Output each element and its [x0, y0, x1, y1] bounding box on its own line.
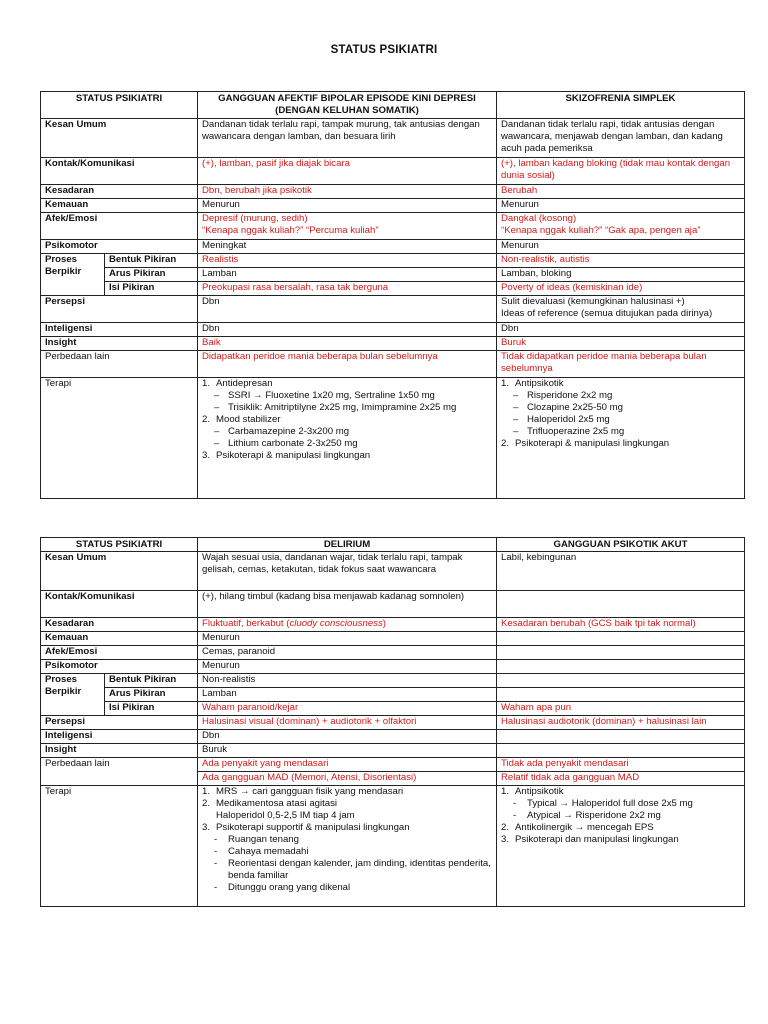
- list-item: [202, 786, 492, 798]
- cell: [497, 674, 745, 688]
- header-bipolar: GANGGUAN AFEKTIF BIPOLAR EPISODE KINI DEPRESI (DENGAN KELUHAN SOMATIK): [198, 92, 497, 119]
- cell: Baik: [198, 337, 497, 351]
- row-label: [41, 646, 198, 660]
- list-marker: 2.: [202, 414, 211, 425]
- list-item: [501, 786, 740, 798]
- list-marker: –: [513, 414, 519, 425]
- cell: [497, 591, 745, 618]
- label-proses: Proses Berpikir: [45, 254, 82, 277]
- list-marker: -: [214, 834, 218, 845]
- cell: Dandanan tidak terlalu rapi, tidak antusias dengan wawancara, menjawab dengan lamban, dan kadang acuh pada pemeriksa: [497, 119, 745, 158]
- label-kesan: Kesan Umum: [45, 552, 107, 563]
- list-marker: –: [513, 402, 519, 413]
- list-marker: -: [513, 798, 517, 809]
- list-item: [501, 378, 740, 390]
- table-row: [41, 323, 745, 337]
- cell-text: ): [382, 618, 386, 629]
- list-text: Cahaya memadahi: [228, 846, 309, 857]
- list-marker: 1.: [501, 786, 510, 797]
- list-marker: 1.: [202, 786, 211, 797]
- cell: Tidak ada penyakit mendasari: [497, 758, 745, 772]
- label-kontak: Kontak/Komunikasi: [45, 591, 135, 602]
- row-label: [41, 199, 198, 213]
- list-marker: 3.: [202, 450, 211, 461]
- sub-label-arus: Arus Pikiran: [105, 688, 198, 702]
- list-text: Clozapine 2x25-50 mg: [527, 402, 623, 413]
- cell: Menurun: [198, 199, 497, 213]
- list-item: [501, 390, 740, 402]
- list-text: Psikoterapi & manipulasi lingkungan: [216, 450, 371, 461]
- status-table-1: [40, 91, 745, 499]
- cell: Dbn: [198, 730, 497, 744]
- list-text: Atypical → Risperidone 2x2 mg: [527, 810, 661, 821]
- table-row: [41, 282, 745, 296]
- table-header-row: [41, 538, 745, 552]
- list-text: Haloperidol 0,5-2,5 IM tiap 4 jam: [216, 810, 355, 821]
- list-marker: 2.: [202, 798, 211, 809]
- label-kontak: Kontak/Komunikasi: [45, 158, 135, 169]
- cell: Dbn: [198, 323, 497, 337]
- list-marker: 1.: [501, 378, 510, 389]
- cell: Ada penyakit yang mendasari: [198, 758, 497, 772]
- list-text: Haloperidol 2x5 mg: [527, 414, 610, 425]
- cell: (+), hilang timbul (kadang bisa menjawab kadanag somnolen): [198, 591, 497, 618]
- cell: Wajah sesuai usia, dandanan wajar, tidak terlalu rapi, tampak gelisah, cemas, ketakutan, tidak fokus saat wawancara: [198, 552, 497, 591]
- label-kesadaran: Kesadaran: [45, 185, 95, 196]
- row-label: [41, 323, 198, 337]
- list-marker: 3.: [501, 834, 510, 845]
- cell-line: Sulit dievaluasi (kemungkinan halusinasi +): [501, 296, 685, 307]
- cell: Waham apa pun: [497, 702, 745, 716]
- row-label: [41, 632, 198, 646]
- cell: Halusinasi audiotorik (dominan) + halusinasi lain: [497, 716, 745, 730]
- list-item: [202, 402, 492, 414]
- list-text: Trifluoperazine 2x5 mg: [527, 426, 625, 437]
- list-marker: 3.: [202, 822, 211, 833]
- label-persepsi: Persepsi: [45, 296, 86, 307]
- table-row: [41, 758, 745, 772]
- list-marker: –: [214, 402, 220, 413]
- label-afek: Afek/Emosi: [45, 646, 98, 657]
- table-row: [41, 351, 745, 378]
- list-item: [202, 426, 492, 438]
- list-item: [501, 402, 740, 414]
- list-marker: –: [513, 426, 519, 437]
- label-psikomotor: Psikomotor: [45, 660, 98, 671]
- label-insight: Insight: [45, 337, 77, 348]
- cell: Labil, kebingunan: [497, 552, 745, 591]
- list-item: [202, 414, 492, 426]
- sub-label-bentuk: Bentuk Pikiran: [105, 674, 198, 688]
- table-row: [41, 213, 745, 240]
- list-text: Carbamazepine 2-3x200 mg: [228, 426, 350, 437]
- list-text: Trisiklik: Amitriptilyne 2x25 mg, Imimpramine 2x25 mg: [228, 402, 457, 413]
- cell-terapi: [497, 378, 745, 499]
- cell-line: “Kenapa nggak kuliah?” “Percuma kuliah”: [202, 225, 379, 236]
- table-row: [41, 618, 745, 632]
- list-marker: 1.: [202, 378, 211, 389]
- list-text: Ditunggu orang yang dikenal: [228, 882, 351, 893]
- terapi-list: [501, 378, 740, 450]
- cell: Lamban, bloking: [497, 268, 745, 282]
- list-text: Reorientasi dengan kalender, jam dinding, identitas penderita, benda familiar: [228, 858, 491, 881]
- header-status: STATUS PSIKIATRI: [41, 538, 198, 552]
- table-row: [41, 730, 745, 744]
- list-marker: -: [214, 858, 218, 869]
- list-marker: -: [214, 846, 218, 857]
- list-text: Medikamentosa atasi agitasi: [216, 798, 338, 809]
- table-row: [41, 660, 745, 674]
- cell: [497, 296, 745, 323]
- row-label: Perbedaan lain: [41, 351, 198, 378]
- list-text: Risperidone 2x2 mg: [527, 390, 613, 401]
- cell: [497, 646, 745, 660]
- list-item: [202, 390, 492, 402]
- list-item: [202, 822, 492, 834]
- list-item: [202, 858, 492, 882]
- cell-terapi: [198, 786, 497, 907]
- table-row: [41, 199, 745, 213]
- list-item: [501, 834, 740, 846]
- list-text: Antikolinergik → mencegah EPS: [515, 822, 654, 833]
- cell-terapi: [198, 378, 497, 499]
- table-row: [41, 702, 745, 716]
- row-label: [41, 240, 198, 254]
- sub-label-isi: Isi Pikiran: [105, 702, 198, 716]
- list-item: [202, 378, 492, 390]
- cell: Dbn: [198, 296, 497, 323]
- cell: Menurun: [198, 632, 497, 646]
- list-marker: –: [214, 426, 220, 437]
- row-label: [41, 660, 198, 674]
- table-row: [41, 240, 745, 254]
- list-text: Typical → Haloperidol full dose 2x5 mg: [527, 798, 693, 809]
- table-row: [41, 552, 745, 591]
- row-label: [41, 591, 198, 618]
- row-label: [41, 337, 198, 351]
- cell: Halusinasi visual (dominan) + audiotorik + olfaktori: [198, 716, 497, 730]
- table-row: [41, 591, 745, 618]
- list-marker: 2.: [501, 822, 510, 833]
- cell: Dbn, berubah jika psikotik: [198, 185, 497, 199]
- table-row: [41, 688, 745, 702]
- cell: Realistis: [198, 254, 497, 268]
- cell: Non-realistis: [198, 674, 497, 688]
- row-label: [41, 730, 198, 744]
- list-item: [501, 414, 740, 426]
- table-row: [41, 744, 745, 758]
- table-row: [41, 674, 745, 688]
- sub-label-isi: Isi Pikiran: [105, 282, 198, 296]
- label-persepsi: Persepsi: [45, 716, 86, 727]
- table-row: [41, 337, 745, 351]
- cell: [497, 660, 745, 674]
- list-text: Psikoterapi dan manipulasi lingkungan: [515, 834, 679, 845]
- list-item: [501, 426, 740, 438]
- row-label: [41, 254, 105, 296]
- list-marker: –: [214, 438, 220, 449]
- list-text: Ruangan tenang: [228, 834, 299, 845]
- list-item: [501, 810, 740, 822]
- cell: Relatif tidak ada gangguan MAD: [497, 772, 745, 786]
- table-row: [41, 378, 745, 499]
- label-inteligensi: Inteligensi: [45, 323, 93, 334]
- list-text: Psikoterapi & manipulasi lingkungan: [515, 438, 670, 449]
- cell-terapi: [497, 786, 745, 907]
- cell-line: Depresif (murung, sedih): [202, 213, 308, 224]
- cell-line: Dangkal (kosong): [501, 213, 577, 224]
- label-psikomotor: Psikomotor: [45, 240, 98, 251]
- table-row: [41, 786, 745, 907]
- cell: [497, 688, 745, 702]
- cell: [497, 632, 745, 646]
- label-kemauan: Kemauan: [45, 632, 89, 643]
- cell-text-italic: cluody consciousness: [289, 618, 383, 629]
- list-item: [501, 822, 740, 834]
- list-marker: –: [513, 390, 519, 401]
- cell: Ada gangguan MAD (Memori, Atensi, Disorientasi): [198, 772, 497, 786]
- cell-text: Fluktuatif, berkabut (: [202, 618, 290, 629]
- row-label: Perbedaan lain: [41, 758, 198, 786]
- cell: Dandanan tidak terlalu rapi, tampak murung, tak antusias dengan wawancara dengan lamban, dan besuara lirih: [198, 119, 497, 158]
- cell: [198, 213, 497, 240]
- status-table-2: [40, 537, 745, 907]
- list-text: Psikoterapi supportif & manipulasi lingkungan: [216, 822, 410, 833]
- list-marker: 2.: [501, 438, 510, 449]
- cell: Dbn: [497, 323, 745, 337]
- list-text: Antidepresan: [216, 378, 273, 389]
- sub-label-arus: Arus Pikiran: [105, 268, 198, 282]
- terapi-list: [202, 378, 492, 462]
- table-row: [41, 716, 745, 730]
- cell: [497, 730, 745, 744]
- row-label: [41, 716, 198, 730]
- header-delirium: DELIRIUM: [198, 538, 497, 552]
- list-text: Lithium carbonate 2-3x250 mg: [228, 438, 358, 449]
- cell: Buruk: [198, 744, 497, 758]
- cell-line: Ideas of reference (semua ditujukan pada dirinya): [501, 308, 713, 319]
- list-item: [202, 882, 492, 894]
- row-label: [41, 674, 105, 716]
- header-skizofrenia: SKIZOFRENIA SIMPLEK: [497, 92, 745, 119]
- list-text: Antipsikotik: [515, 378, 564, 389]
- row-label: [41, 296, 198, 323]
- cell: Didapatkan peridoe mania beberapa bulan sebelumnya: [198, 351, 497, 378]
- cell: Waham paranoid/kejar: [198, 702, 497, 716]
- list-marker: -: [513, 810, 517, 821]
- list-item: [202, 810, 492, 822]
- cell: Cemas, paranoid: [198, 646, 497, 660]
- sub-label-bentuk: Bentuk Pikiran: [105, 254, 198, 268]
- list-text: Mood stabilizer: [216, 414, 281, 425]
- label-insight: Insight: [45, 744, 77, 755]
- terapi-list: [501, 786, 740, 846]
- cell: (+), lamban kadang bloking (tidak mau kontak dengan dunia sosial): [497, 158, 745, 185]
- cell: Poverty of ideas (kemiskinan ide): [497, 282, 745, 296]
- cell: Meningkat: [198, 240, 497, 254]
- row-label: [41, 213, 198, 240]
- cell: [497, 213, 745, 240]
- row-label: [41, 185, 198, 199]
- cell: Preokupasi rasa bersalah, rasa tak berguna: [198, 282, 497, 296]
- cell: [198, 618, 497, 632]
- list-marker: –: [214, 390, 220, 401]
- label-kemauan: Kemauan: [45, 199, 89, 210]
- list-text: Antipsikotik: [515, 786, 564, 797]
- row-label: Terapi: [41, 786, 198, 907]
- row-label: [41, 618, 198, 632]
- cell: Menurun: [497, 199, 745, 213]
- table-row: [41, 119, 745, 158]
- label-inteligensi: Inteligensi: [45, 730, 93, 741]
- table-row: [41, 632, 745, 646]
- cell: Menurun: [198, 660, 497, 674]
- list-item: [202, 438, 492, 450]
- label-kesan: Kesan Umum: [45, 119, 107, 130]
- cell: Tidak didapatkan peridoe mania beberapa bulan sebelumnya: [497, 351, 745, 378]
- table-row: [41, 296, 745, 323]
- row-label: [41, 552, 198, 591]
- list-item: [501, 798, 740, 810]
- label-proses: Proses Berpikir: [45, 674, 82, 697]
- cell: Menurun: [497, 240, 745, 254]
- header-status: STATUS PSIKIATRI: [41, 92, 198, 119]
- list-item: [202, 846, 492, 858]
- cell: [497, 744, 745, 758]
- list-item: [202, 798, 492, 810]
- row-label: [41, 744, 198, 758]
- cell: Buruk: [497, 337, 745, 351]
- list-item: [501, 438, 740, 450]
- list-text: MRS → cari gangguan fisik yang mendasari: [216, 786, 404, 797]
- table-row: [41, 158, 745, 185]
- table-row: [41, 268, 745, 282]
- list-marker: -: [214, 882, 218, 893]
- row-label: [41, 119, 198, 158]
- list-item: [202, 450, 492, 462]
- table-header-row: [41, 92, 745, 119]
- cell: (+), lamban, pasif jika diajak bicara: [198, 158, 497, 185]
- cell: Lamban: [198, 688, 497, 702]
- cell: Berubah: [497, 185, 745, 199]
- row-label: Terapi: [41, 378, 198, 499]
- cell-line: “Kenapa nggak kuliah?” “Gak apa, pengen aja”: [501, 225, 701, 236]
- header-psikotik-akut: GANGGUAN PSIKOTIK AKUT: [497, 538, 745, 552]
- list-item: [202, 834, 492, 846]
- table-row: [41, 185, 745, 199]
- table-row: [41, 254, 745, 268]
- cell: Non-realistik, autistis: [497, 254, 745, 268]
- page-title: STATUS PSIKIATRI: [330, 44, 438, 56]
- row-label: [41, 158, 198, 185]
- cell: Kesadaran berubah (GCS baik tpi tak normal): [497, 618, 745, 632]
- cell: Lamban: [198, 268, 497, 282]
- table-row: [41, 646, 745, 660]
- label-afek: Afek/Emosi: [45, 213, 98, 224]
- terapi-list: [202, 786, 492, 894]
- list-text: SSRI → Fluoxetine 1x20 mg, Sertraline 1x50 mg: [228, 390, 435, 401]
- label-kesadaran: Kesadaran: [45, 618, 95, 629]
